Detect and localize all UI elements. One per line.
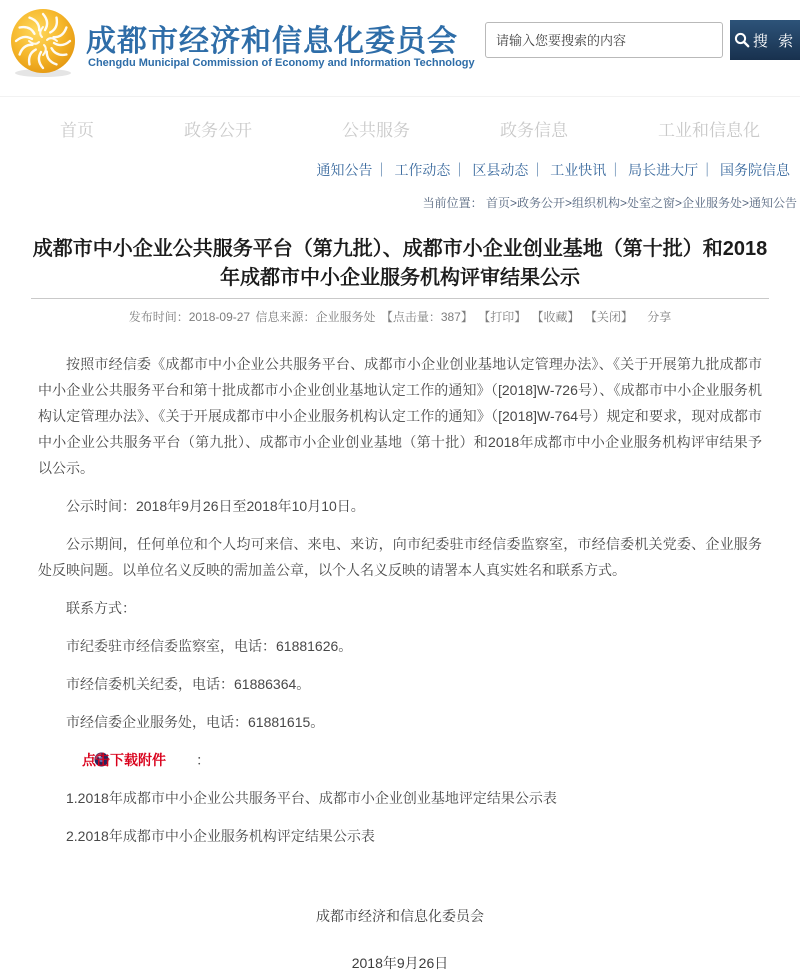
article-paragraph: 公示时间：2018年9月26日至2018年10月10日。: [66, 498, 365, 514]
article-body: [0, 325, 800, 849]
nav-item[interactable]: 公共服务: [342, 121, 410, 140]
article-signature: [0, 906, 800, 973]
attachment-link[interactable]: 1.2018年成都市中小企业公共服务平台、成都市小企业创业基地评定结果公示表: [66, 790, 557, 806]
search-input[interactable]: [485, 22, 723, 58]
attachment-header: [38, 747, 762, 773]
nav-item[interactable]: 政务公开: [184, 121, 252, 140]
close-button[interactable]: 【关闭】: [584, 310, 633, 324]
attachment-icon: [66, 749, 81, 764]
page-title: 成都市中小企业公共服务平台（第九批）、成都市小企业创业基地（第十批）和2018年成都市中小企业服务机构评审结果公示: [32, 238, 768, 289]
search-bar: [485, 20, 800, 60]
search-button[interactable]: [730, 20, 800, 60]
sub-nav: [0, 160, 800, 180]
site-title: 成都市经济和信息化委员会: [86, 25, 458, 58]
search-button-label: 搜 索: [752, 32, 797, 50]
article-paragraph: 按照市经信委《成都市中小企业公共服务平台、成都市小企业创业基地认定管理办法》、《关于开展第九批成都市中小企业公共服务平台和第十批成都市小企业创业基地认定工作的通知》（[2018]W-726号）、《成都市中小企业服务机构认定管理办法》、《关于开展成都市中小企业服务机构认定工作的通知》（[2018]W-764号）规定和要求，现对成都市中小企业公共服务平台（第九批）、成都市小企业创业基地（第十批）和2018年成都市中小企业服务机构评审结果予以公示。: [38, 356, 762, 476]
article-paragraph: 市纪委驻市经信委监察室，电话：61881626。: [66, 638, 353, 654]
share-button[interactable]: 分享: [647, 310, 672, 324]
print-button[interactable]: 【打印】: [478, 310, 527, 324]
breadcrumb-path[interactable]: 首页>政务公开>组织机构>处室之窗>企业服务处>通知公告: [485, 196, 797, 210]
site-header: [0, 0, 800, 96]
info-source: 信息来源：企业服务处: [255, 310, 376, 324]
search-icon: [734, 32, 750, 48]
signature-org: 成都市经济和信息化委员会: [316, 908, 484, 924]
subnav-item[interactable]: 国务院信息: [720, 162, 790, 178]
breadcrumb-label: 当前位置：: [422, 196, 483, 210]
favorite-button[interactable]: 【收藏】: [531, 310, 580, 324]
main-nav: [0, 96, 800, 160]
attachment-colon: ：: [196, 752, 210, 768]
subnav-item[interactable]: 区县动态 ｜: [472, 162, 546, 178]
site-logo-icon[interactable]: [8, 7, 78, 79]
attachment-list: [38, 785, 762, 849]
nav-item[interactable]: 首页: [60, 121, 94, 140]
breadcrumb: [0, 194, 800, 211]
attachment-link[interactable]: 2.2018年成都市中小企业服务机构评定结果公示表: [66, 828, 375, 844]
nav-item[interactable]: 工业和信息化: [658, 121, 760, 140]
article-paragraph: 联系方式：: [66, 600, 136, 616]
title-divider: [31, 298, 769, 299]
subnav-item[interactable]: 工业快讯 ｜: [550, 162, 624, 178]
article-meta: [0, 308, 800, 325]
article-paragraph: 市经信委企业服务处，电话：61881615。: [66, 714, 325, 730]
publish-time: 发布时间：2018-09-27: [128, 310, 251, 324]
subnav-item[interactable]: 局长进大厅 ｜: [628, 162, 716, 178]
nav-item[interactable]: 政务信息: [500, 121, 568, 140]
hit-count: 【点击量：387】: [380, 310, 473, 324]
article-paragraph: 市经信委机关纪委，电话：61886364。: [66, 676, 311, 692]
site-subtitle: Chengdu Municipal Commission of Economy and Information Technology: [88, 57, 475, 69]
article-paragraph: 公示期间，任何单位和个人均可来信、来电、来访，向市纪委驻市经信委监察室，市经信委机关党委、企业服务处反映问题。以单位名义反映的需加盖公章，以个人名义反映的请署本人真实姓名和联系方式。: [38, 536, 762, 578]
subnav-item[interactable]: 通知公告 ｜: [317, 162, 391, 178]
signature-date: 2018年9月26日: [351, 955, 449, 971]
attachment-label: 点击下载附件: [82, 752, 166, 768]
subnav-item[interactable]: 工作动态 ｜: [394, 162, 468, 178]
